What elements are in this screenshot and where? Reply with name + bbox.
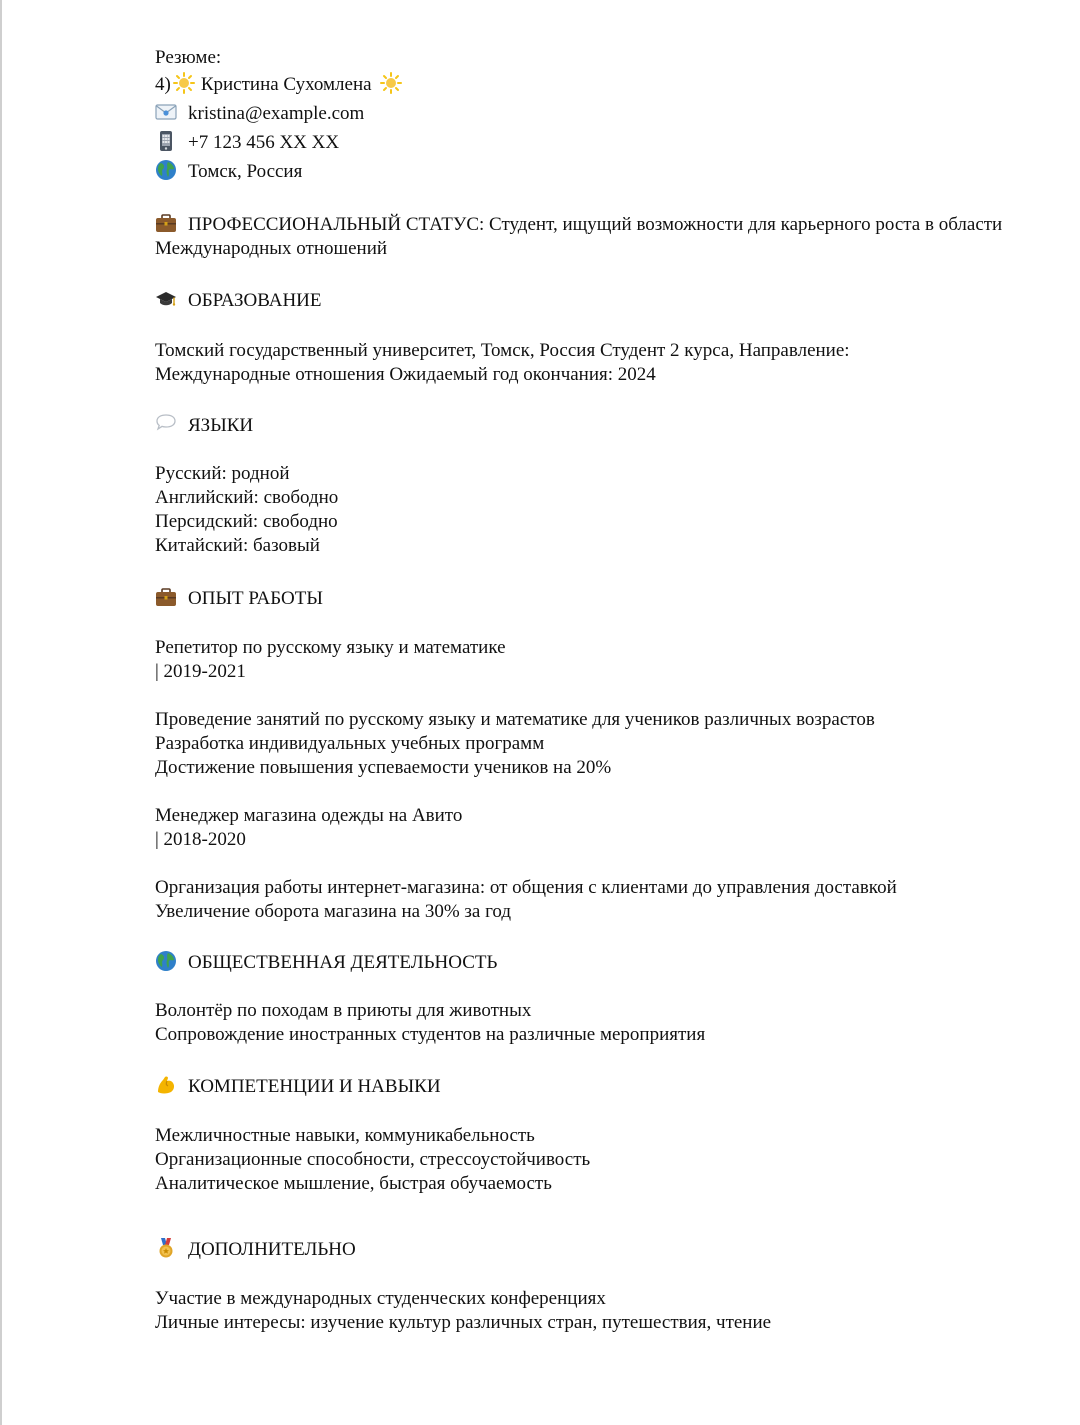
envelope-icon [155,101,179,123]
social-section [155,950,705,1047]
social-item: Волонтёр по походам в приюты для животных [155,1000,532,1021]
status-section [155,212,1015,261]
resume-number: 4) [155,74,171,95]
skill-item: Аналитическое мышление, быстрая обучаемость [155,1173,552,1194]
section-heading: ОПЫТ РАБОТЫ [155,586,897,611]
email-text: kristina@example.com [188,103,365,124]
education-section [155,288,850,387]
section-heading: ОБЩЕСТВЕННАЯ ДЕЯТЕЛЬНОСТЬ [155,950,705,975]
location-line [155,157,404,186]
resume-header [155,46,404,186]
globe-icon [155,950,179,972]
language-item: Китайский: базовый [155,535,320,556]
skill-item: Межличностные навыки, коммуникабельность [155,1125,535,1146]
candidate-name: Кристина Сухомлена [200,74,372,95]
job-item: Проведение занятий по русскому языку и математике для учеников различных возрастов [155,709,875,730]
section-heading: ЯЗЫКИ [155,413,338,438]
mobile-phone-icon [155,130,179,152]
phone-text: +7 123 456 XX XX [188,132,340,153]
extra-item: Участие в международных студенческих конференциях [155,1288,606,1309]
languages-section [155,413,338,558]
sun-icon [380,72,404,94]
extra-section [155,1237,771,1335]
job-title: Менеджер магазина одежды на Авито [155,805,463,826]
speech-bubble-icon [155,413,179,435]
resume-title: Резюме: [155,47,222,68]
status-text: ПРОФЕССИОНАЛЬНЫЙ СТАТУС: Студент, ищущий возможности для карьерного роста в области Международных отношений [155,214,1003,259]
globe-icon [155,159,179,181]
section-heading: ДОПОЛНИТЕЛЬНО [155,1237,771,1262]
social-item: Сопровождение иностранных студентов на различные мероприятия [155,1024,706,1045]
location-text: Томск, Россия [188,161,303,182]
section-heading: КОМПЕТЕНЦИИ И НАВЫКИ [155,1074,590,1099]
education-line: Международные отношения Ожидаемый год окончания: 2024 [155,364,656,385]
skill-item: Организационные способности, стрессоустойчивость [155,1149,591,1170]
job-period: | 2018-2020 [155,829,246,850]
phone-line [155,128,404,157]
sun-icon [173,72,197,94]
job-title: Репетитор по русскому языку и математике [155,637,506,658]
education-line: Томский государственный университет, Томск, Россия Студент 2 курса, Направление: [155,340,850,361]
job-item: Увеличение оборота магазина на 30% за год [155,901,512,922]
briefcase-icon [155,212,179,234]
job-item: Разработка индивидуальных учебных программ [155,733,545,754]
name-line [155,70,404,99]
briefcase-icon [155,586,179,608]
flexed-biceps-icon [155,1074,179,1096]
graduation-cap-icon [155,288,179,310]
language-item: Русский: родной [155,463,290,484]
page-left-border [0,0,2,1425]
language-item: Персидский: свободно [155,511,338,532]
section-heading: ОБРАЗОВАНИЕ [155,288,850,313]
job-item: Достижение повышения успеваемости учеников на 20% [155,757,612,778]
language-item: Английский: свободно [155,487,339,508]
skills-section [155,1074,590,1196]
job-item: Организация работы интернет-магазина: от общения с клиентами до управления доставкой [155,877,897,898]
experience-section [155,586,897,924]
job-period: | 2019-2021 [155,661,246,682]
email-line [155,99,404,128]
extra-item: Личные интересы: изучение культур различных стран, путешествия, чтение [155,1312,772,1333]
medal-icon [155,1237,179,1259]
